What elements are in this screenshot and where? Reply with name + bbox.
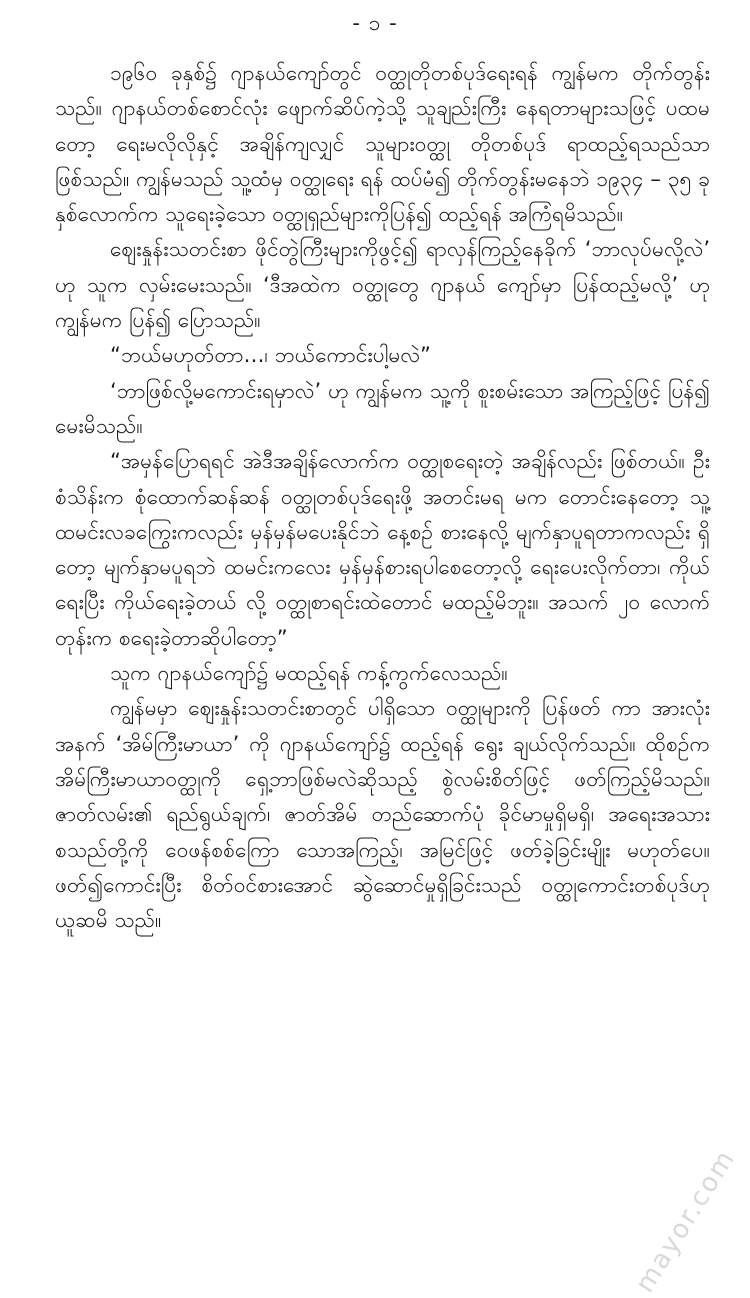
- paragraph: ၁၉၆၀ ခုနှစ်၌ ဂျာနယ်ကျော်တွင် ဝတ္ထုတိုတစ်ပုဒ်ရေးရန် ကျွန်မက တိုက်တွန်းသည်။ ဂျာနယ်တစ်စောင်လုံး ဖျောက်ဆိပ်ကဲ့သို့ သူချည်းကြီး နေရတာများသဖြင့် ပထမတော့ ရေးမလိုလိုနှင့် အချိန်ကျလျှင် သူများဝတ္ထု တိုတစ်ပုဒ် ရာထည့်ရသည်သာ ဖြစ်သည်။ ကျွန်မသည် သူ့ထံမှ ဝတ္ထုရေး ရန် ထပ်မံ၍ တိုက်တွန်းမနေဘဲ ၁၉၃၄ – ၃၅ ခုနှစ်လောက်က သူရေးခဲ့သော ဝတ္ထုရှည်များကိုပြန်၍ ထည့်ရန် အကြံရမိသည်။: [55, 61, 710, 227]
- body-text: [55, 56, 710, 938]
- page-number: - ၁ -: [352, 11, 398, 35]
- paragraph: “ဘယ်မဟုတ်တာ…၊ ဘယ်ကောင်းပါ့မလဲ”: [110, 343, 431, 368]
- paragraph: “အမှန်ပြောရရင် အဲဒီအချိန်လောက်က ဝတ္ထုစရေးတဲ့ အချိန်လည်း ဖြစ်တယ်။ ဦးစံသိန်းက စုံထောက်ဆန်ဆန် ဝတ္ထုတစ်ပုဒ်ရေးဖို့ အတင်းမရ မက တောင်းနေတော့ သူ့ထမင်းလခကြွေးကလည်း မှန်မှန်မပေးနိုင်ဘဲ နေ့စဉ် စားနေလို့ မျက်နှာပူရတာကလည်း ရှိတော့ မျက်နှာမပူရဘဲ ထမင်းကလေး မှန်မှန်စားရပါစေတော့လို့ ရေးပေးလိုက်တာ၊ ကိုယ်ရေးပြီး ကိုယ်ရေးခဲ့တယ် လို့ ဝတ္ထုစာရင်းထဲတောင် မထည့်မိဘူး။ အသက် ၂၀ လောက်တုန်းက စရေးခဲ့တာဆိုပါတော့”: [55, 449, 710, 650]
- paragraph: ‘ဘာဖြစ်လို့မကောင်းရမှာလဲ’ ဟု ကျွန်မက သူ့ကို စူးစမ်းသော အကြည့်ဖြင့် ပြန်၍ မေးမိသည်။: [55, 378, 710, 438]
- paragraph: ဈေးနှုန်းသတင်းစာ ဖိုင်တွဲကြီးများကိုဖွင့်၍ ရာလှန်ကြည့်နေခိုက် ‘ဘာလုပ်မလို့လဲ’ ဟု သူက လှမ်းမေးသည်။ ‘ဒီအထဲက ဝတ္ထုတွေ ဂျာနယ် ကျော်မှာ ပြန်ထည့်မလို့’ ဟု ကျွန်မက ပြန်၍ ပြောသည်။: [55, 237, 710, 333]
- watermark: mayor.com: [630, 1144, 742, 1298]
- paragraph: ကျွန်မမှာ ဈေးနှုန်းသတင်းစာတွင် ပါရှိသော ဝတ္ထုများကို ပြန်ဖတ် ကာ အားလုံးအနက် ‘အိမ်ကြီးမာယာ’ ကို ဂျာနယ်ကျော်၌ ထည့်ရန် ရွေး ချယ်လိုက်သည်။ ထိုစဉ်က အိမ်ကြီးမာယာဝတ္ထုကို ရှေ့ဘာဖြစ်မလဲဆိုသည့် စွဲလမ်းစိတ်ဖြင့် ဖတ်ကြည့်မိသည်။ ဇာတ်လမ်း၏ ရည်ရွယ်ချက်၊ ဇာတ်အိမ် တည်ဆောက်ပုံ ခိုင်မာမှုရှိမရှိ၊ အရေးအသား စသည်တို့ကို ဝေဖန်စစ်ကြော သောအကြည့်၊ အမြင်ဖြင့် ဖတ်ခဲ့ခြင်းမျိုး မဟုတ်ပေ။ ဖတ်၍ကောင်းပြီး စိတ်ဝင်စားအောင် ဆွဲဆောင်မှုရှိခြင်းသည် ဝတ္ထုကောင်းတစ်ပုဒ်ဟု ယူဆမိ သည်။: [55, 696, 710, 933]
- paragraph: သူက ဂျာနယ်ကျော်၌ မထည့်ရန် ကန့်ကွက်လေသည်။: [110, 661, 508, 686]
